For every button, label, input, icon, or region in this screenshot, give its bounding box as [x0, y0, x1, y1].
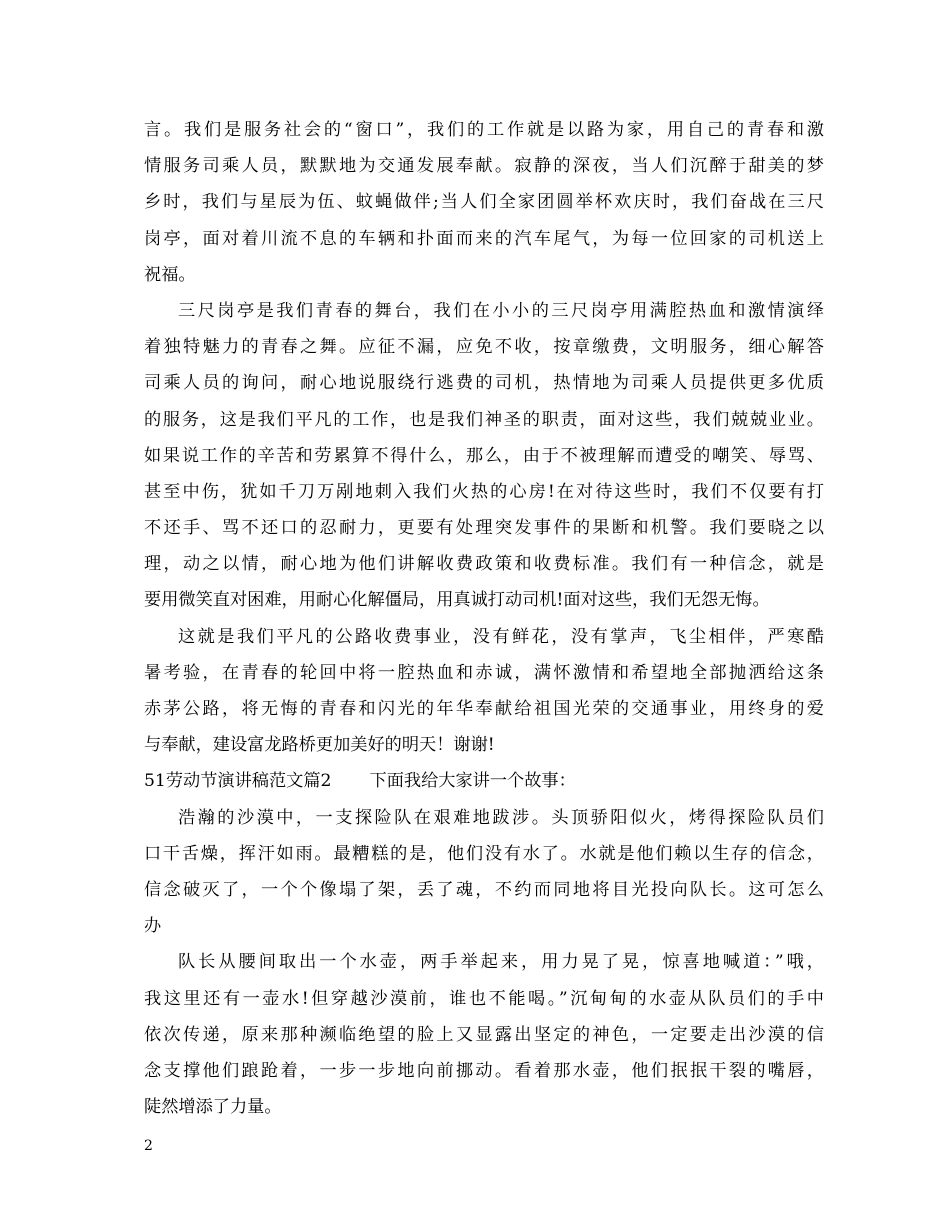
text-line: 与奉献，建设富龙路桥更加美好的明天！谢谢! — [144, 735, 495, 756]
text-line: 陡然增添了力量。 — [144, 1097, 282, 1118]
text-line: 如果说工作的辛苦和劳累算不得什么，那么，由于不被理解而遭受的嘲笑、辱骂、 — [144, 445, 824, 466]
text-line: 我这里还有一壶水!但穿越沙漠前，谁也不能喝。”沉甸甸的水壶从队员们的手中 — [144, 988, 824, 1009]
paragraph — [144, 112, 824, 293]
text-line: 着独特魅力的青春之舞。应征不漏，应免不收，按章缴费，文明服务，细心解答 — [144, 337, 824, 358]
paragraph — [144, 619, 824, 764]
text-line: 司乘人员的询问，耐心地说服绕行逃费的司机，热情地为司乘人员提供更多优质 — [144, 373, 824, 394]
text-line: 祝福。 — [144, 264, 196, 285]
section-heading — [144, 763, 824, 799]
paragraph — [144, 800, 824, 945]
page-number: 2 — [144, 1138, 153, 1154]
paragraph — [144, 293, 824, 619]
text-line: 要用微笑直对困难，用耐心化解僵局，用真诚打动司机!面对这些，我们无怨无悔。 — [144, 590, 770, 611]
text-line: 的服务，这是我们平凡的工作，也是我们神圣的职责，面对这些，我们兢兢业业。 — [144, 409, 824, 430]
paragraph — [144, 944, 824, 1125]
section-title: 51劳动节演讲稿范文篇2 — [144, 771, 332, 792]
text-line: 暑考验，在青春的轮回中将一腔热血和赤诚，满怀激情和希望地全部抛洒给这条 — [144, 662, 824, 683]
section-intro: 下面我给大家讲一个故事： — [369, 771, 576, 792]
text-line: 办 — [144, 916, 162, 937]
text-line: 言。我们是服务社会的“窗口”，我们的工作就是以路为家，用自己的青春和激 — [144, 120, 824, 140]
text-line: 依次传递，原来那种濒临绝望的脸上又显露出坚定的神色，一定要走出沙漠的信 — [144, 1024, 824, 1045]
text-line: 不还手、骂不还口的忍耐力，更要有处理突发事件的果断和机警。我们要晓之以 — [144, 518, 824, 539]
text-line: 情服务司乘人员，默默地为交通发展奉献。寂静的深夜，当人们沉醉于甜美的梦 — [144, 156, 824, 177]
text-line: 乡时，我们与星辰为伍、蚊蝇做伴;当人们全家团圆举杯欢庆时，我们奋战在三尺 — [144, 192, 824, 213]
text-line: 岗亭，面对着川流不息的车辆和扑面而来的汽车尾气，为每一位回家的司机送上 — [144, 228, 824, 249]
text-line: 念支撑他们踉跄着，一步一步地向前挪动。看着那水壶，他们抿抿干裂的嘴唇， — [144, 1060, 824, 1081]
text-line: 赤茅公路，将无悔的青春和闪光的年华奉献给祖国光荣的交通事业，用终身的爱 — [144, 699, 824, 719]
text-line: 口干舌燥，挥汗如雨。最糟糕的是，他们没有水了。水就是他们赖以生存的信念， — [144, 843, 824, 864]
text-line: 信念破灭了，一个个像塌了架，丢了魂，不约而同地将目光投向队长。这可怎么 — [144, 879, 824, 900]
text-line: 浩瀚的沙漠中，一支探险队在艰难地跋涉。头顶骄阳似火，烤得探险队员们 — [178, 807, 824, 828]
text-line: 三尺岗亭是我们青春的舞台，我们在小小的三尺岗亭用满腔热血和激情演绎 — [178, 300, 824, 321]
document-body — [144, 112, 824, 1125]
text-line: 甚至中伤，犹如千刀万剐地刺入我们火热的心房!在对待这些时，我们不仅要有打 — [144, 481, 824, 502]
text-line: 理，动之以情，耐心地为他们讲解收费政策和收费标准。我们有一种信念，就是 — [144, 554, 824, 575]
text-line: 这就是我们平凡的公路收费事业，没有鲜花，没有掌声，飞尘相伴，严寒酷 — [178, 626, 824, 647]
text-line: 队长从腰间取出一个水壶，两手举起来，用力晃了晃，惊喜地喊道：”哦， — [178, 952, 824, 973]
